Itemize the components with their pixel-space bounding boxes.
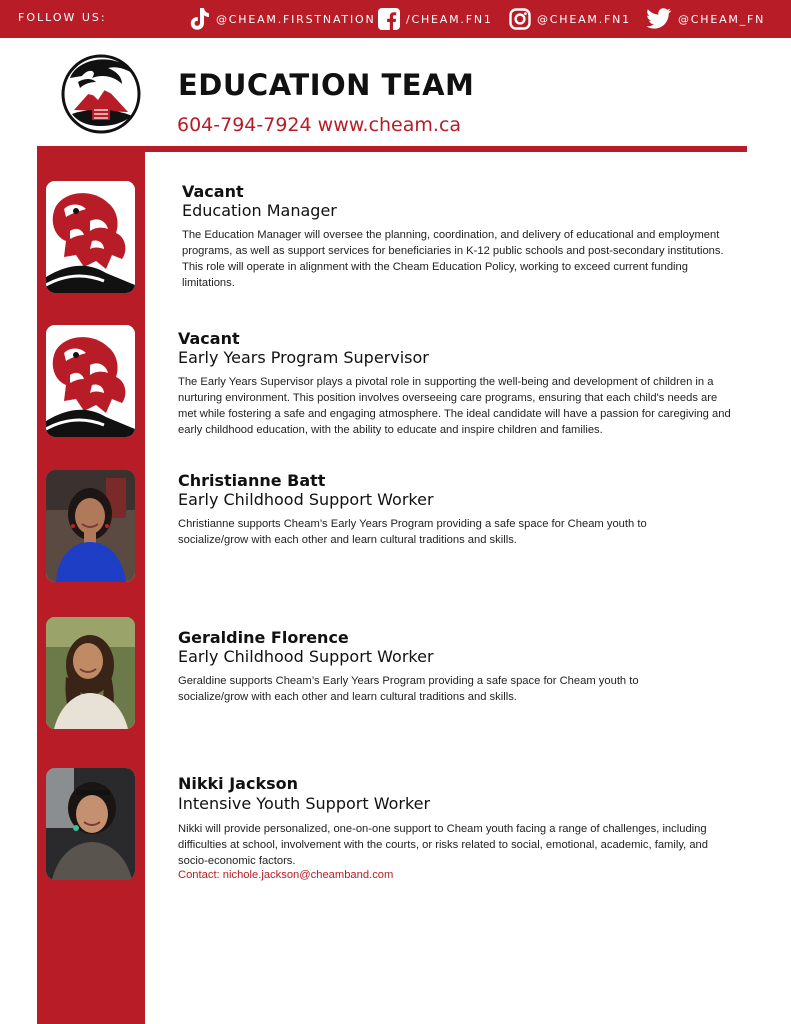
- portrait-photo-icon: [46, 617, 135, 729]
- instagram-icon: [509, 8, 531, 30]
- staff-name: Nikki Jackson: [178, 774, 298, 793]
- staff-name: Christianne Batt: [178, 471, 326, 490]
- cheam-logo-icon: [58, 48, 144, 138]
- staff-photo: [46, 768, 135, 880]
- tiktok-handle: @CHEAM.FIRSTNATION: [216, 12, 376, 26]
- twitter-handle: @CHEAM_FN: [678, 12, 766, 26]
- header-divider: [37, 146, 747, 152]
- follow-us-label: FOLLOW US:: [18, 11, 107, 24]
- page-title: EDUCATION TEAM: [178, 68, 475, 102]
- instagram-handle: @CHEAM.FN1: [537, 12, 631, 26]
- staff-role: Intensive Youth Support Worker: [178, 794, 431, 813]
- portrait-photo-icon: [46, 470, 135, 582]
- facebook-handle: /CHEAM.FN1: [406, 12, 493, 26]
- staff-photo: [46, 617, 135, 729]
- staff-photo: [46, 470, 135, 582]
- staff-contact-email[interactable]: Contact: nichole.jackson@cheamband.com: [178, 869, 394, 881]
- staff-description: Christianne supports Cheam’s Early Years Program providing a safe space for Cheam youth to socialize/grow with each other and learn cultural traditions and skills.: [178, 518, 647, 546]
- staff-role: Early Childhood Support Worker: [178, 647, 434, 666]
- staff-description: The Early Years Supervisor plays a pivotal role in supporting the well-being and development of children in a nurturing environment. This position involves overseeing care programs, ensuring that each child's needs are met while fostering a safe and engaging atmosphere. The ideal candidate will have a passion for caregiving and early childhood education, with the ability to educate and inspire children and families.: [178, 376, 731, 436]
- tiktok-link[interactable]: [188, 7, 375, 31]
- instagram-link[interactable]: [509, 7, 631, 31]
- staff-image-bear-logo: [46, 181, 135, 293]
- staff-name: Vacant: [178, 329, 240, 348]
- facebook-icon: [378, 8, 400, 30]
- bear-logo-icon: [46, 325, 135, 437]
- phone-number: 604-794-7924: [177, 114, 312, 136]
- staff-description: Geraldine supports Cheam’s Early Years Program providing a safe space for Cheam youth to socialize/grow with each other and learn cultural traditions and skills.: [178, 675, 639, 703]
- cheam-logo: [58, 48, 144, 138]
- staff-role: Education Manager: [182, 201, 337, 220]
- tiktok-icon: [188, 7, 210, 31]
- website-link[interactable]: www.cheam.ca: [317, 114, 462, 136]
- header-contact: [177, 114, 461, 136]
- staff-role: Early Years Program Supervisor: [178, 348, 429, 367]
- staff-name: Vacant: [182, 182, 244, 201]
- social-bar: [0, 0, 791, 38]
- twitter-icon: [646, 8, 672, 30]
- staff-image-bear-logo: [46, 325, 135, 437]
- twitter-link[interactable]: [646, 7, 765, 31]
- staff-description: The Education Manager will oversee the planning, coordination, and delivery of educational and employment programs, as well as support services for beneficiaries in K-12 public schools and post-secondary institutions. This role will operate in alignment with the Cheam Education Policy, working to exceed current funding limitations.: [182, 229, 724, 289]
- bear-logo-icon: [46, 181, 135, 293]
- staff-name: Geraldine Florence: [178, 628, 349, 647]
- staff-description: Nikki will provide personalized, one-on-one support to Cheam youth facing a range of challenges, including difficulties at school, involvement with the courts, or risks related to social, emotional, academic, family, and socio-economic factors.: [178, 823, 708, 867]
- facebook-link[interactable]: [378, 7, 493, 31]
- portrait-photo-icon: [46, 768, 135, 880]
- staff-role: Early Childhood Support Worker: [178, 490, 434, 509]
